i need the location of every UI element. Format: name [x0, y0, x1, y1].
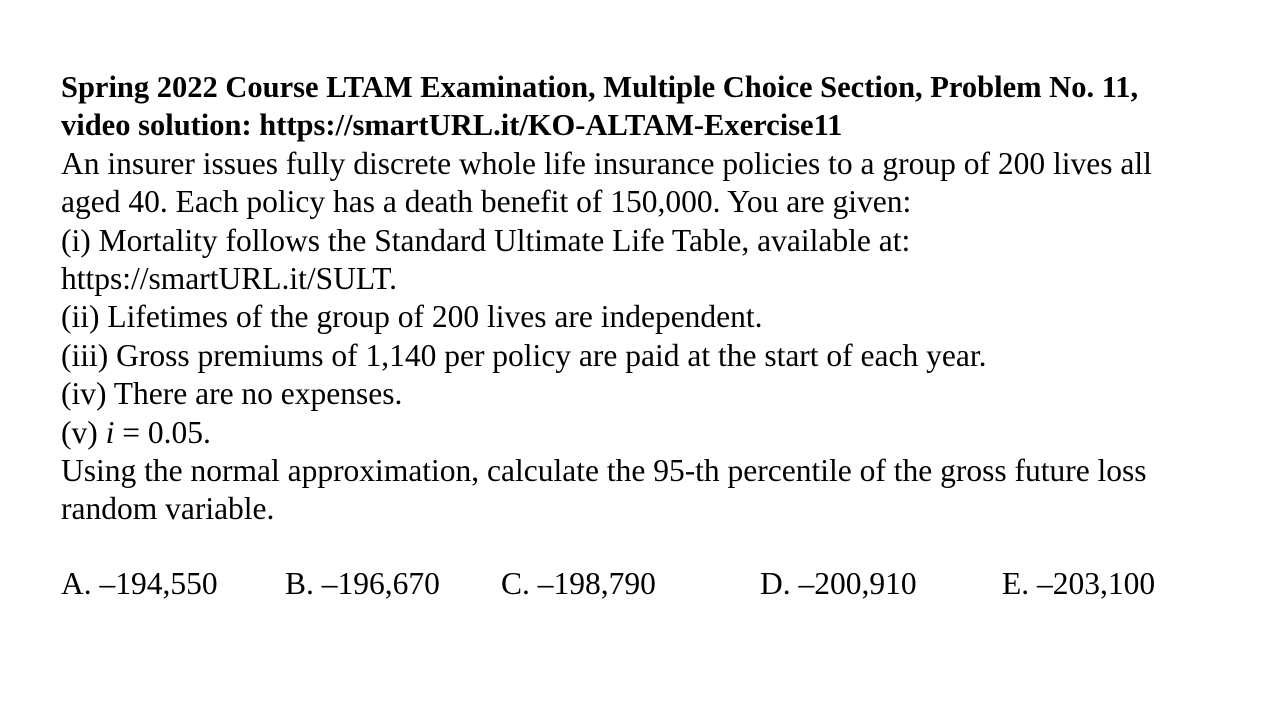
option-b: B. –196,670: [285, 566, 440, 601]
given-v-variable: i: [105, 414, 115, 450]
intro-line-2: aged 40. Each policy has a death benefit of 150,000. You are given:: [61, 184, 912, 220]
option-d: D. –200,910: [760, 566, 917, 601]
problem-document: [61, 68, 1261, 529]
heading-line-2: video solution: https://smartURL.it/KO-ALTAM-Exercise11: [61, 108, 843, 143]
question-line-1: Using the normal approximation, calculate the 95-th percentile of the gross future loss: [61, 453, 1147, 489]
option-c: C. –198,790: [501, 566, 656, 601]
given-iv: (iv) There are no expenses.: [61, 376, 403, 412]
option-a: A. –194,550: [61, 566, 218, 601]
question-line-2: random variable.: [61, 491, 275, 527]
given-ii: (ii) Lifetimes of the group of 200 lives are independent.: [61, 299, 763, 335]
heading-line-1: Spring 2022 Course LTAM Examination, Multiple Choice Section, Problem No. 11,: [61, 70, 1139, 104]
given-iii: (iii) Gross premiums of 1,140 per policy are paid at the start of each year.: [61, 337, 987, 373]
given-v-prefix: (v): [61, 414, 106, 450]
given-v-value: = 0.05.: [114, 414, 211, 450]
intro-line-1: An insurer issues fully discrete whole life insurance policies to a group of 200 lives all: [61, 145, 1152, 181]
given-i-line-2: https://smartURL.it/SULT.: [61, 261, 398, 297]
option-e: E. –203,100: [1002, 566, 1156, 601]
answer-options: [0, 564, 1200, 604]
given-i-line-1: (i) Mortality follows the Standard Ultimate Life Table, available at:: [61, 222, 911, 258]
given-v: [61, 414, 1261, 452]
